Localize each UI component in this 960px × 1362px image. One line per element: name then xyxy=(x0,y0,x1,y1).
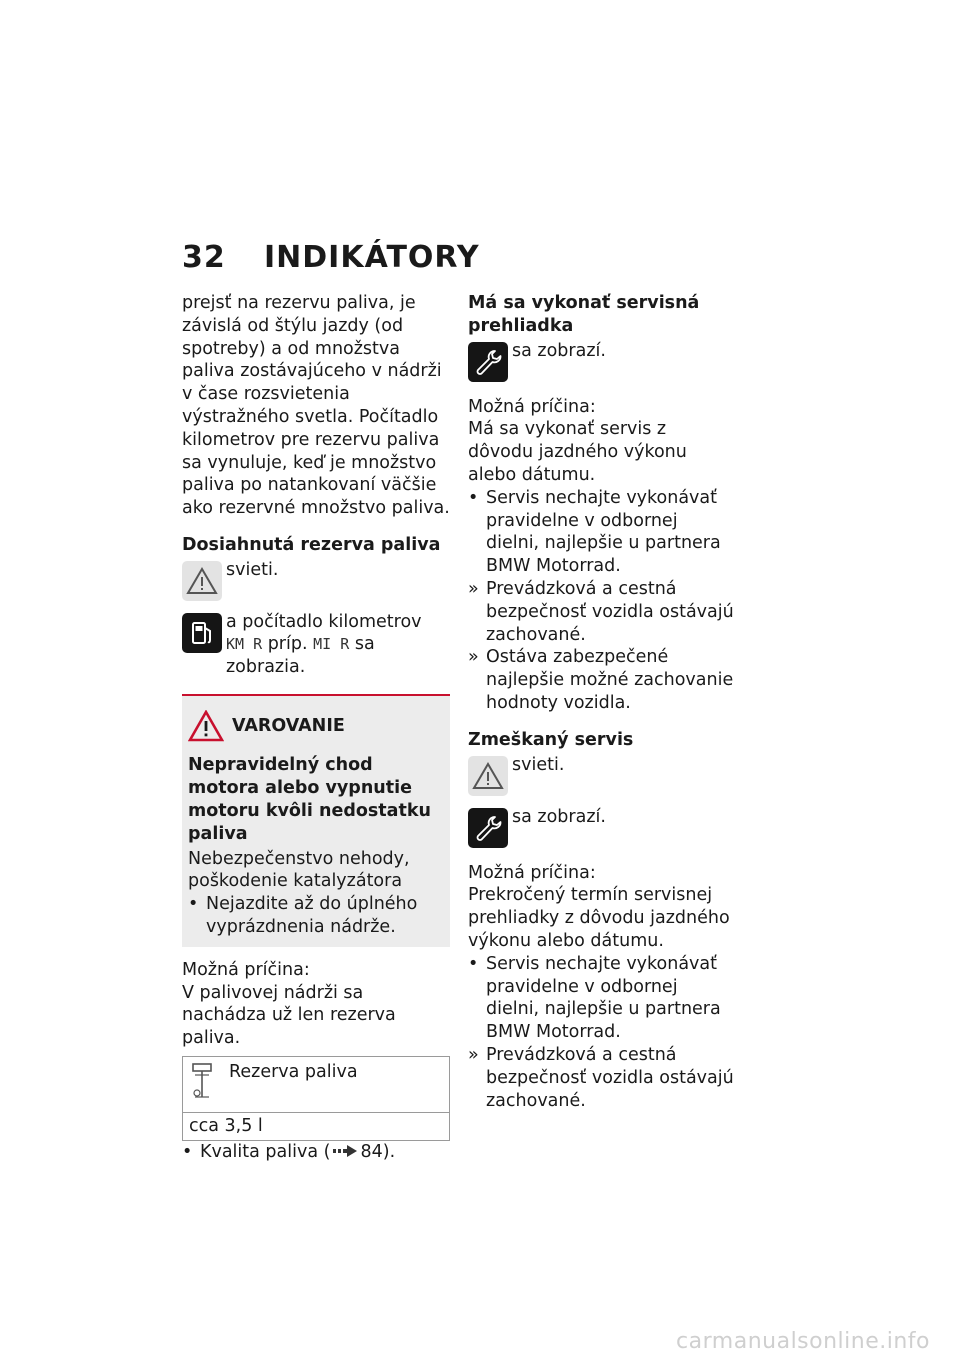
page-number: 32 xyxy=(182,240,226,275)
missed-warning-row xyxy=(468,754,736,796)
warning-triangle-icon xyxy=(182,561,222,601)
missed-cause-text: Prekročený termín servisnej prehliadky z dôvodu jazdného výkonu alebo dátumu. xyxy=(468,885,730,951)
warning-heading: Nepravidelný chod motora alebo vypnutie motoru kvôli nedostatku paliva xyxy=(188,755,431,844)
code-mi-r: MI R xyxy=(313,634,350,653)
warning-triangle-icon xyxy=(468,756,508,796)
service-cause-label: Možná príčina: xyxy=(468,396,596,417)
missed-bullet xyxy=(468,1044,736,1112)
page-title: INDIKÁTORY xyxy=(264,240,480,275)
table-label: Rezerva paliva xyxy=(229,1061,358,1082)
bullet-mark: » xyxy=(468,1044,479,1065)
warning-box xyxy=(182,694,450,946)
fuel-quality-ref: 84). xyxy=(360,1141,396,1162)
fuel-quality-bullet xyxy=(182,1141,450,1164)
page-reference-arrow-icon xyxy=(332,1144,358,1158)
fuel-reserve-table xyxy=(182,1056,450,1141)
cause-label: Možná príčina: xyxy=(182,959,310,980)
service-bullet xyxy=(468,646,736,714)
bullet-mark: • xyxy=(468,953,479,974)
bullet-mark: • xyxy=(182,1141,193,1162)
missed-service-icon-row xyxy=(468,806,736,848)
service-icon-row xyxy=(468,340,736,382)
service-cause-text: Má sa vykonať servis z dôvodu jazdného výkonu alebo dátumu. xyxy=(468,419,687,485)
missed-cause-label: Možná príčina: xyxy=(468,862,596,883)
page-header xyxy=(182,240,480,275)
warning-body: Nebezpečenstvo nehody, poškodenie katalyzátora xyxy=(188,848,410,892)
table-value-row xyxy=(183,1113,449,1140)
fuel-display-text-b: príp. xyxy=(267,633,308,654)
service-bullet-text: Servis nechajte vykonávať pravidelne v odbornej dielni, najlepšie u partnera BMW Motorrad. xyxy=(486,487,721,577)
fuel-pump-icon xyxy=(182,613,222,653)
service-bullet xyxy=(468,487,736,578)
right-column xyxy=(468,292,736,1112)
warning-light-row xyxy=(182,559,450,601)
service-icon-text: sa zobrazí. xyxy=(512,340,606,361)
warning-title xyxy=(188,710,444,742)
service-bullet xyxy=(468,578,736,646)
bullet-mark: • xyxy=(188,894,199,915)
table-value: cca 3,5 l xyxy=(189,1115,263,1136)
warning-red-triangle-icon xyxy=(188,710,224,742)
bullet-mark: » xyxy=(468,578,479,599)
fuel-display-text-c: sa zobrazia. xyxy=(226,633,375,677)
section-title-fuel-reserve: Dosiahnutá rezerva paliva xyxy=(182,534,441,555)
missed-service-icon-text: sa zobrazí. xyxy=(512,806,606,827)
table-header-row xyxy=(183,1057,449,1113)
fuel-display-text-a: a počítadlo kilometrov xyxy=(226,611,422,632)
service-bullet-text: Prevádzková a cestná bezpečnosť vozidla ostávajú zachované. xyxy=(486,578,734,645)
fuel-display-codes xyxy=(182,633,450,679)
watermark: carmanualsonline.info xyxy=(676,1329,930,1354)
section-title-service-due: Má sa vykonať servisná prehliadka xyxy=(468,293,700,336)
missed-bullet-text: Prevádzková a cestná bezpečnosť vozidla ostávajú zachované. xyxy=(486,1044,734,1111)
warning-bullet xyxy=(188,893,444,939)
missed-bullet-text: Servis nechajte vykonávať pravidelne v odbornej dielni, najlepšie u partnera BMW Motorrad. xyxy=(486,953,721,1043)
service-bullet-text: Ostáva zabezpečené najlepšie možné zachovanie hodnoty vozidla. xyxy=(486,647,734,713)
cause-text: V palivovej nádrži sa nachádza už len rezerva paliva. xyxy=(182,982,396,1049)
wrench-icon xyxy=(468,342,508,382)
code-km-r: KM R xyxy=(226,634,263,653)
intro-paragraph: prejsť na rezervu paliva, je závislá od štýlu jazdy (od spotreby) a od množstva paliva zostávajúceho v nádrži v čase rozsvietenia výstražného svetla. Počítadlo kilometrov pre rezervu paliva sa vynuluje, keď je množstvo paliva po natankovaní väčšie ako rezervné množstvo paliva. xyxy=(182,293,450,519)
bullet-mark: » xyxy=(468,647,479,668)
bullet-mark: • xyxy=(468,487,479,508)
fuel-quality-text: Kvalita paliva ( xyxy=(200,1141,331,1162)
fuel-gauge-icon xyxy=(189,1061,229,1108)
wrench-icon xyxy=(468,808,508,848)
left-column xyxy=(182,292,450,1164)
missed-warning-text: svieti. xyxy=(512,754,565,775)
warning-bullet-text: Nejazdite až do úplného vyprázdnenia nádrže. xyxy=(206,894,418,937)
warning-label: VAROVANIE xyxy=(232,715,345,736)
missed-bullet xyxy=(468,953,736,1044)
warning-light-text: svieti. xyxy=(226,559,279,580)
section-title-missed-service: Zmeškaný servis xyxy=(468,729,634,750)
